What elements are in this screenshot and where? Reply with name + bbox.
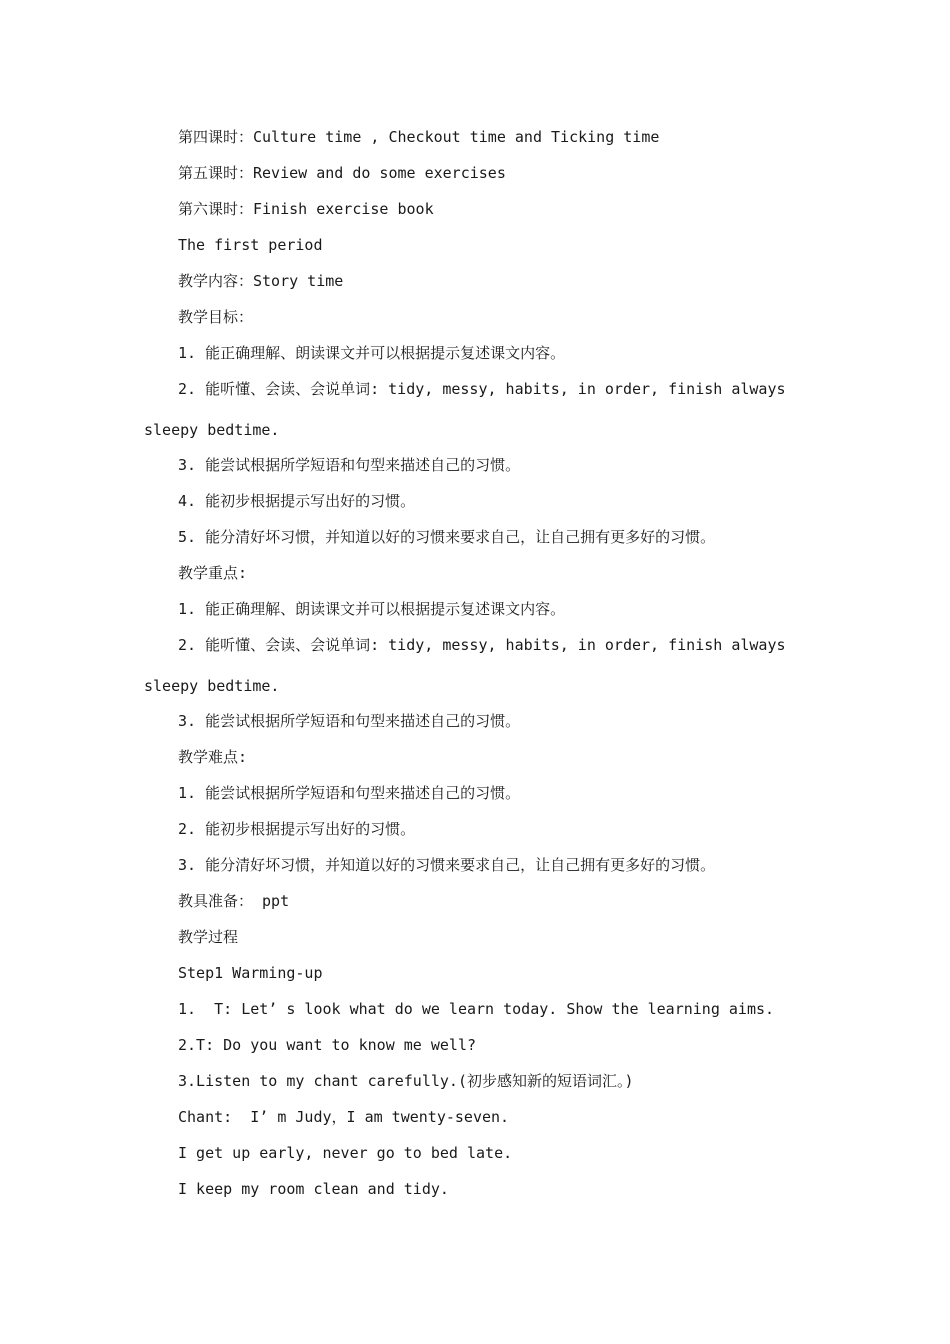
teaching-content-line: 教学内容：Story time	[178, 272, 344, 290]
key-point-item: 2. 能听懂、会读、会说单词: tidy, messy, habits, in order, finish always	[178, 636, 786, 654]
chant-line: Chant: I’ m Judy，I am twenty-seven.	[178, 1108, 510, 1126]
objectives-heading: 教学目标：	[178, 308, 254, 326]
lesson-6-line: 第六课时：Finish exercise book	[178, 200, 434, 218]
difficulties-heading: 教学难点:	[178, 748, 248, 766]
chant-line: I keep my room clean and tidy.	[178, 1180, 449, 1198]
objective-item-continuation: sleepy bedtime.	[144, 421, 280, 439]
key-point-item: 3. 能尝试根据所学短语和句型来描述自己的习惯。	[178, 712, 521, 730]
difficulty-item: 3. 能分清好坏习惯，并知道以好的习惯来要求自己，让自己拥有更多好的习惯。	[178, 856, 716, 874]
step1-item: 2.T: Do you want to know me well?	[178, 1036, 477, 1054]
lesson-5-line: 第五课时：Review and do some exercises	[178, 164, 506, 182]
teaching-process-heading: 教学过程	[178, 928, 239, 946]
objective-item: 3. 能尝试根据所学短语和句型来描述自己的习惯。	[178, 456, 521, 474]
lesson-4-line: 第四课时：Culture time , Checkout time and Ticking time	[178, 128, 660, 146]
step1-item: 3.Listen to my chant carefully.(初步感知新的短语词汇。)	[178, 1072, 634, 1090]
difficulty-item: 2. 能初步根据提示写出好的习惯。	[178, 820, 416, 838]
objective-item: 5. 能分清好坏习惯，并知道以好的习惯来要求自己，让自己拥有更多好的习惯。	[178, 528, 716, 546]
objective-item: 1. 能正确理解、朗读课文并可以根据提示复述课文内容。	[178, 344, 566, 362]
key-points-heading: 教学重点:	[178, 564, 248, 582]
difficulty-item: 1. 能尝试根据所学短语和句型来描述自己的习惯。	[178, 784, 521, 802]
key-point-item: 1. 能正确理解、朗读课文并可以根据提示复述课文内容。	[178, 600, 566, 618]
step1-item: 1. T: Let’ s look what do we learn today. Show the learning aims.	[178, 1000, 775, 1018]
chant-line: I get up early, never go to bed late.	[178, 1144, 513, 1162]
step1-heading: Step1 Warming-up	[178, 964, 323, 982]
teaching-aids-line: 教具准备： ppt	[178, 892, 290, 910]
key-point-item-continuation: sleepy bedtime.	[144, 677, 280, 695]
objective-item: 4. 能初步根据提示写出好的习惯。	[178, 492, 416, 510]
period-heading: The first period	[178, 236, 323, 254]
objective-item: 2. 能听懂、会读、会说单词: tidy, messy, habits, in order, finish always	[178, 380, 786, 398]
